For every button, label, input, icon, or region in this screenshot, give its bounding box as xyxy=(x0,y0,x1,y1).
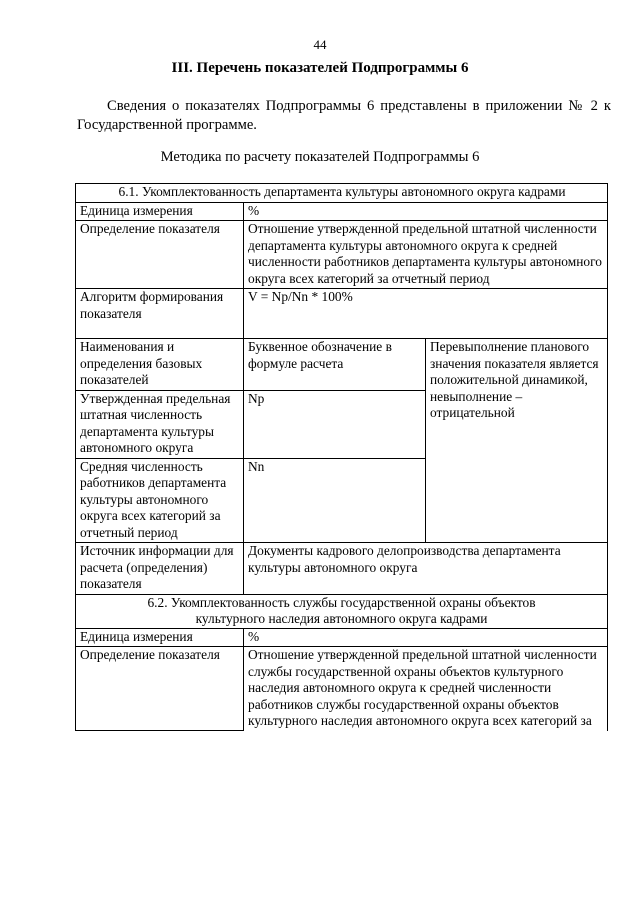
definition-value: Отношение утвержденной предельной штатной численности департамента культуры автономного округа к средней численности работников департамента культуры автономного округа всех категорий за отчетный период xyxy=(244,221,608,289)
base-label: Наименования и определения базовых показателей xyxy=(76,339,244,391)
indicator2-unit-row xyxy=(76,628,608,647)
page-number: 44 xyxy=(313,37,327,52)
indicator1-algorithm-row xyxy=(76,289,608,339)
indicator1-title: 6.1. Укомплектованность департамента культуры автономного округа кадрами xyxy=(76,184,608,203)
page-bottom-margin xyxy=(0,833,640,905)
intro-paragraph: Сведения о показателях Подпрограммы 6 представлены в приложении № 2 к Государственной программе. xyxy=(77,98,611,133)
source-label: Источник информации для расчета (определения) показателя xyxy=(76,543,244,595)
base-symbol: Nn xyxy=(244,458,426,543)
indicator2-title-row xyxy=(76,594,608,628)
base-symbol: Np xyxy=(244,390,426,458)
unit-value: % xyxy=(244,202,608,221)
unit-label: Единица измерения xyxy=(76,202,244,221)
indicator1-unit-row xyxy=(76,202,608,221)
section-title: III. Перечень показателей Подпрограммы 6 xyxy=(171,60,469,76)
indicator1-base-header-row xyxy=(76,339,608,391)
algorithm-label: Алгоритм формирования показателя xyxy=(76,289,244,339)
base-symbol-header: Буквенное обозначение в формуле расчета xyxy=(244,339,426,391)
indicator2-definition-row xyxy=(76,647,608,731)
base-name: Средняя численность работников департамента культуры автономного округа всех категорий за отчетный период xyxy=(76,458,244,543)
definition-label: Определение показателя xyxy=(76,647,244,731)
interpretation-cell: Перевыполнение планового значения показателя является положительной динамикой, невыполнение – отрицательной xyxy=(426,339,608,543)
indicator2-title: 6.2. Укомплектованность службы государственной охраны объектов культурного наследия автономного округа кадрами xyxy=(76,594,608,628)
base-name: Утвержденная предельная штатная численность департамента культуры автономного округа xyxy=(76,390,244,458)
source-value: Документы кадрового делопроизводства департамента культуры автономного округа xyxy=(244,543,608,595)
unit-value: % xyxy=(244,628,608,647)
indicator1-title-row xyxy=(76,184,608,203)
indicator1-definition-row xyxy=(76,221,608,289)
indicators-table xyxy=(75,183,608,731)
method-title: Методика по расчету показателей Подпрограммы 6 xyxy=(160,149,480,165)
indicator1-source-row xyxy=(76,543,608,595)
unit-label: Единица измерения xyxy=(76,628,244,647)
definition-value: Отношение утвержденной предельной штатной численности службы государственной охраны объектов культурного наследия автономного округа к средней численности работников службы государственной охраны объектов культурного наследия автономного округа всех категорий за xyxy=(244,647,608,731)
definition-label: Определение показателя xyxy=(76,221,244,289)
algorithm-formula: V = Np/Nn * 100% xyxy=(244,289,608,339)
